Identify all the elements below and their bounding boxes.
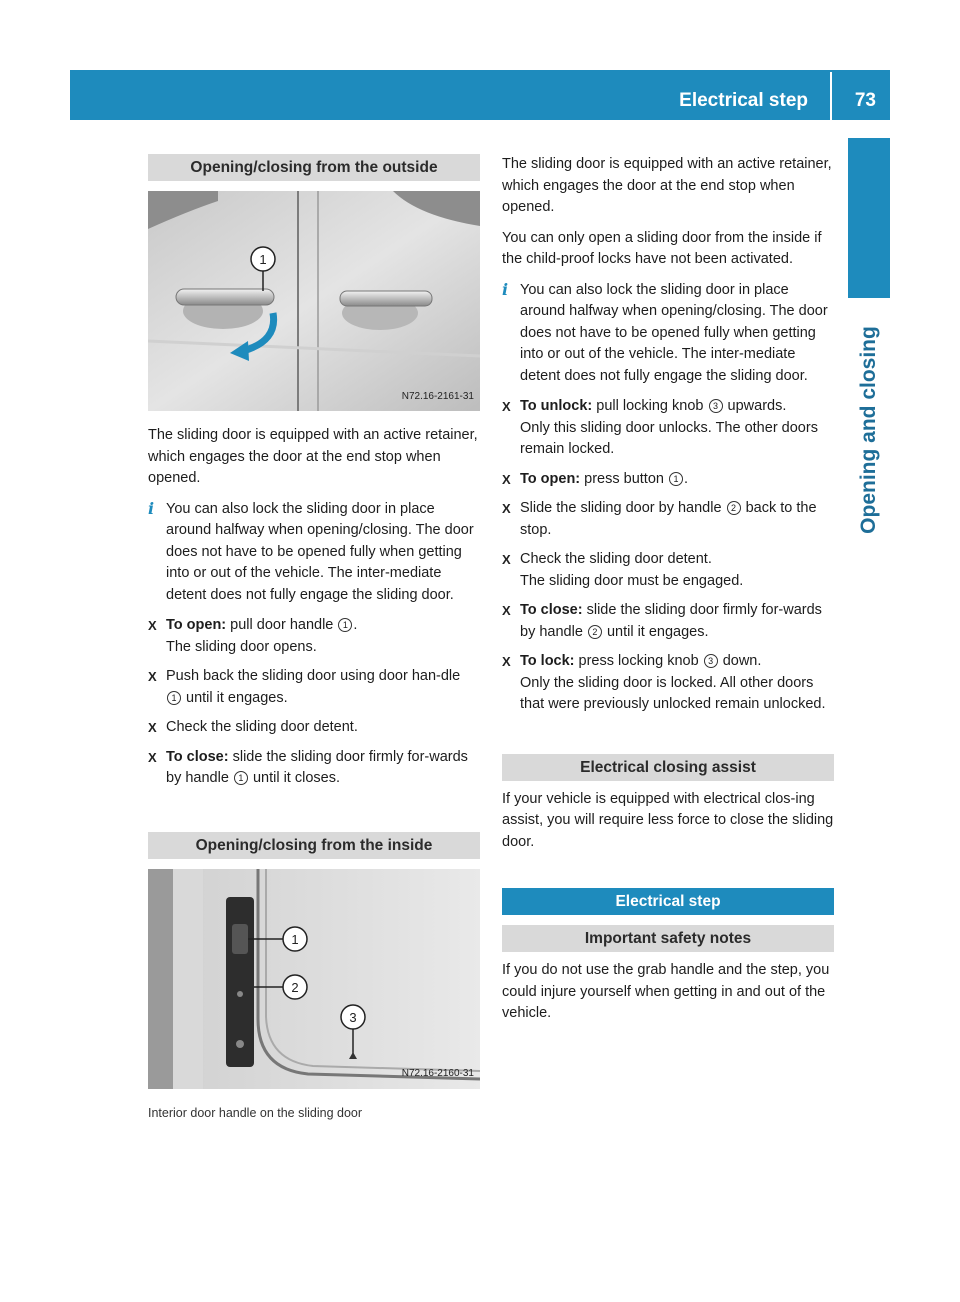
step-text: pull locking knob (592, 398, 708, 414)
step-result: The sliding door opens. (166, 638, 317, 655)
info-icon: i (502, 279, 509, 299)
step-label: To lock: (520, 653, 575, 669)
paragraph: You can only open a sliding door from the inside if the child-proof locks have not been activated. (502, 229, 822, 267)
step-text: . (353, 617, 358, 633)
figure-code: N72.16-2160-31 (401, 1068, 474, 1079)
section-heading-inside: Opening/closing from the inside (148, 832, 480, 859)
chapter-tab (848, 138, 890, 298)
figure-caption: Interior door handle on the sliding door (148, 1105, 363, 1120)
step-text: Check the sliding door detent. (166, 719, 358, 735)
step-label: To unlock: (520, 398, 593, 414)
paragraph: The sliding door is equipped with an active retainer, which engages the door at the end stop when opened. (148, 427, 478, 486)
step-text: . (684, 470, 689, 487)
info-text: You can also lock the sliding door in place around halfway when opening/closing. The door does not have to be opened fully when getting into or out of the vehicle. The inter-mediate detent does not fully engage the sliding door. (166, 500, 474, 603)
step-label: To close: (166, 748, 229, 765)
step-text: upwards. (723, 398, 787, 414)
step-result: Only the sliding door is locked. All other doors that were previously unlocked remain unlocked. (520, 674, 826, 712)
chapter-label (848, 305, 890, 555)
step-item (148, 615, 480, 658)
info-icon: i (148, 498, 155, 518)
step-label: To open: (520, 470, 581, 487)
page-header-bar (70, 70, 890, 120)
step-marker-icon: X (502, 501, 511, 516)
step-result: Only this sliding door unlocks. The other doors remain locked. (520, 419, 818, 457)
step-text: slide the sliding door firmly for-wards by handle (166, 748, 468, 786)
figure-inside-callout-1: 1 (291, 931, 299, 947)
figure-code: N72.16-2161-31 (401, 390, 474, 402)
callout-number: 3 (709, 399, 723, 413)
left-column (148, 154, 480, 1124)
figure-outside-door (148, 191, 480, 411)
figure-inside-callout-3: 3 (349, 1009, 357, 1025)
header-separator (830, 72, 832, 120)
section-heading-assist: Electrical closing assist (502, 754, 834, 781)
step-text: until it engages. (602, 623, 709, 640)
info-note (502, 280, 834, 388)
callout-number: 3 (704, 654, 718, 668)
figure-inside-callout-2: 2 (291, 979, 299, 995)
paragraph: If you do not use the grab handle and the step, you could injure yourself when getting in and out of the vehicle. (502, 962, 830, 1021)
step-label: To close: (520, 602, 583, 618)
callout-number: 2 (588, 625, 602, 639)
step-marker-icon: X (148, 669, 157, 684)
info-text: You can also lock the sliding door in place around halfway when opening/closing. The door does not have to be opened fully when getting into or out of the vehicle. The inter-mediate detent does not fully engage the sliding door. (520, 281, 828, 384)
step-text: Slide the sliding door by handle (520, 500, 726, 516)
right-column (502, 154, 834, 1034)
step-item (502, 469, 834, 491)
callout-number: 1 (669, 472, 683, 486)
step-item (148, 666, 480, 709)
door-exterior-illustration (148, 191, 480, 411)
step-text: press locking knob (574, 653, 703, 669)
step-text: back to the stop. (520, 500, 817, 538)
step-item (502, 498, 834, 541)
step-marker-icon: X (148, 749, 157, 765)
step-item (502, 651, 834, 716)
step-marker-icon: X (502, 471, 511, 487)
step-text: until it closes. (248, 770, 340, 786)
callout-number: 1 (167, 691, 181, 705)
step-text: Push back the sliding door using door han-dle (166, 668, 461, 684)
step-item (148, 747, 480, 790)
step-marker-icon: X (502, 603, 511, 618)
callout-number: 1 (338, 618, 352, 632)
step-text: press button (580, 470, 668, 487)
step-text: until it engages. (182, 689, 288, 706)
step-item (502, 600, 834, 643)
step-item (502, 396, 834, 461)
section-heading-safety: Important safety notes (502, 925, 834, 952)
door-interior-illustration (148, 869, 480, 1089)
step-text: Check the sliding door detent. (520, 551, 712, 567)
callout-number: 1 (234, 771, 248, 785)
step-text: down. (718, 653, 762, 669)
step-text: pull door handle (226, 617, 338, 633)
step-marker-icon: X (148, 720, 157, 735)
chapter-label-text: Opening and closing (857, 326, 880, 534)
info-note (148, 499, 480, 607)
step-text: slide the sliding door firmly for-wards by handle (520, 602, 822, 640)
step-item (148, 717, 480, 739)
paragraph: The sliding door is equipped with an active retainer, which engages the door at the end stop when opened. (502, 156, 832, 215)
header-title: Electrical step (679, 90, 808, 111)
page-number: 73 (854, 90, 876, 111)
paragraph: If your vehicle is equipped with electrical clos-ing assist, you will require less force to close the sliding door. (502, 790, 834, 850)
section-heading-electrical-step: Electrical step (502, 888, 834, 915)
step-label: To open: (166, 617, 227, 633)
section-heading-outside: Opening/closing from the outside (148, 154, 480, 181)
step-result: The sliding door must be engaged. (520, 572, 744, 589)
figure-outside-callout: 1 (259, 252, 267, 267)
figure-inside-door (148, 869, 480, 1089)
callout-number: 2 (727, 501, 741, 515)
step-marker-icon: X (148, 618, 157, 633)
step-marker-icon: X (502, 552, 511, 567)
step-marker-icon: X (502, 654, 511, 669)
step-marker-icon: X (502, 399, 511, 414)
step-item (502, 549, 834, 592)
